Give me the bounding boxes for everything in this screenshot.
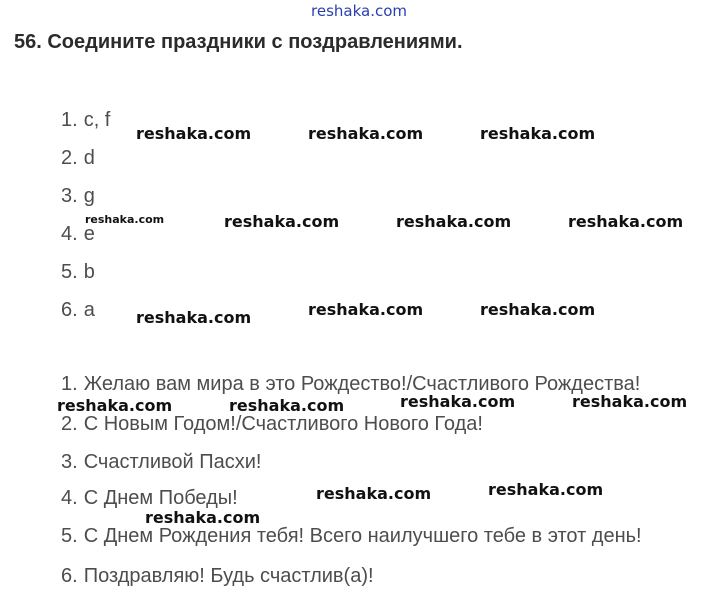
greeting-item bbox=[61, 486, 238, 510]
greeting-text: С Днем Рождения тебя! Всего наилучшего тебе в этот день! bbox=[83, 525, 642, 547]
answer-item bbox=[61, 222, 95, 246]
answer-text: b bbox=[83, 261, 95, 283]
answer-item bbox=[61, 298, 95, 322]
greeting-number: 3. bbox=[61, 451, 78, 473]
answer-number: 5. bbox=[61, 261, 78, 283]
greeting-text: Желаю вам мира в это Рождество!/Счастливого Рождества! bbox=[83, 373, 641, 395]
greeting-text: С Днем Победы! bbox=[83, 487, 238, 509]
answer-number: 2. bbox=[61, 147, 78, 169]
watermark: reshaka.com bbox=[308, 300, 424, 319]
answer-text: a bbox=[83, 299, 95, 321]
answer-item bbox=[61, 108, 110, 132]
greeting-text: С Новым Годом!/Счастливого Нового Года! bbox=[83, 413, 483, 435]
greeting-item bbox=[61, 564, 374, 588]
answer-number: 4. bbox=[61, 223, 78, 245]
watermark: reshaka.com bbox=[488, 480, 604, 499]
task-title: 56. Соедините праздники с поздравлениями. bbox=[14, 31, 463, 53]
greeting-number: 4. bbox=[61, 487, 78, 509]
watermark: reshaka.com bbox=[400, 392, 516, 411]
answer-text: e bbox=[83, 223, 95, 245]
watermark: reshaka.com bbox=[316, 484, 432, 503]
greeting-item bbox=[61, 450, 262, 474]
watermark: reshaka.com bbox=[229, 396, 345, 415]
watermark: reshaka.com bbox=[568, 212, 684, 231]
answer-number: 1. bbox=[61, 109, 78, 131]
greeting-number: 6. bbox=[61, 565, 78, 587]
greeting-item bbox=[61, 412, 483, 436]
watermark: reshaka.com bbox=[136, 124, 252, 143]
greeting-number: 1. bbox=[61, 373, 78, 395]
watermark: reshaka.com bbox=[224, 212, 340, 231]
answer-number: 3. bbox=[61, 185, 78, 207]
answer-item bbox=[61, 146, 95, 170]
greeting-item bbox=[61, 524, 642, 548]
watermark: reshaka.com bbox=[85, 213, 165, 226]
answer-item bbox=[61, 260, 95, 284]
watermark: reshaka.com bbox=[572, 392, 688, 411]
greeting-number: 5. bbox=[61, 525, 78, 547]
greeting-item bbox=[61, 372, 640, 396]
watermark: reshaka.com bbox=[308, 124, 424, 143]
watermark: reshaka.com bbox=[145, 508, 261, 527]
greeting-text: Поздравляю! Будь счастлив(а)! bbox=[83, 565, 374, 587]
answer-text: c, f bbox=[83, 109, 111, 131]
watermark: reshaka.com bbox=[396, 212, 512, 231]
answer-text: d bbox=[83, 147, 95, 169]
answer-item bbox=[61, 184, 95, 208]
watermark: reshaka.com bbox=[480, 300, 596, 319]
watermark: reshaka.com bbox=[136, 308, 252, 327]
watermark: reshaka.com bbox=[57, 396, 173, 415]
watermark: reshaka.com bbox=[480, 124, 596, 143]
answer-text: g bbox=[83, 185, 95, 207]
greeting-text: Счастливой Пасхи! bbox=[83, 451, 262, 473]
greeting-number: 2. bbox=[61, 413, 78, 435]
answer-number: 6. bbox=[61, 299, 78, 321]
site-header: reshaka.com bbox=[311, 2, 407, 20]
